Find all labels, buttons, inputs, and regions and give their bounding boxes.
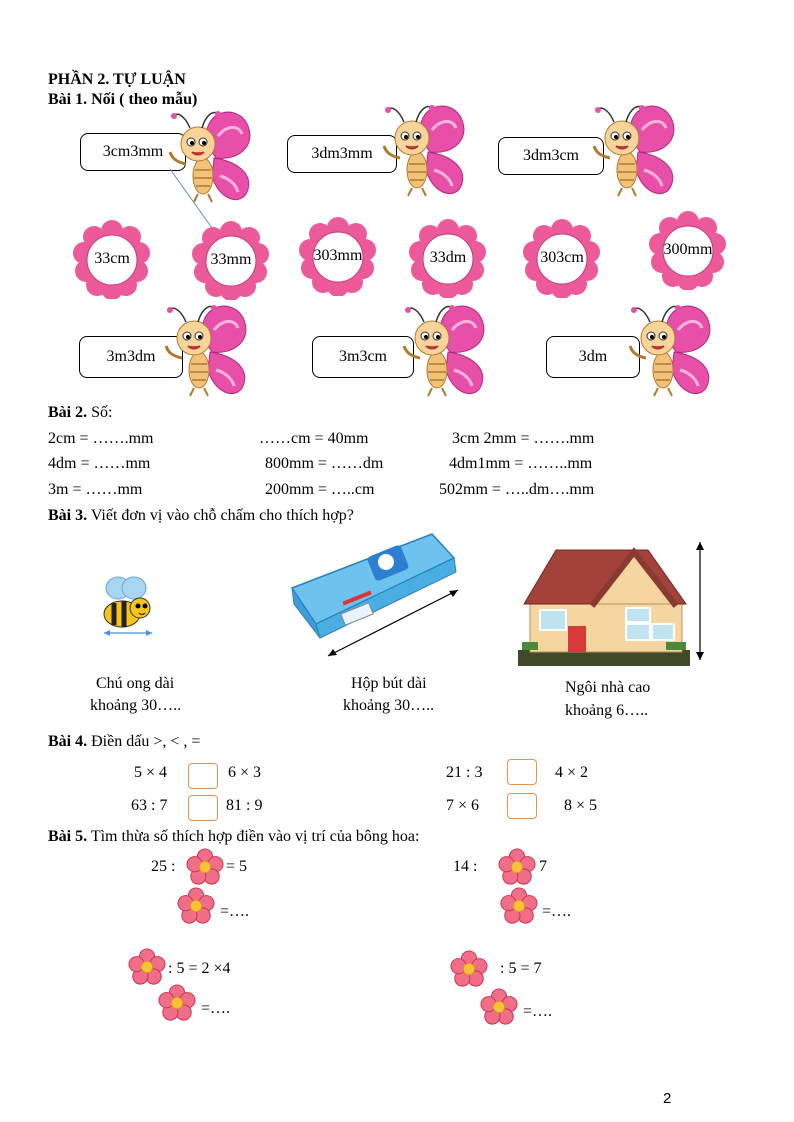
match-box-label: 3dm3cm: [523, 147, 579, 164]
compare-right-expr: 81 : 9: [226, 797, 263, 814]
flower-label: 33cm: [94, 250, 130, 267]
flower-icon[interactable]: [498, 848, 536, 886]
match-box-bottom-3: [546, 336, 640, 378]
flower-icon: [191, 220, 271, 300]
flower-icon[interactable]: [177, 887, 215, 925]
flower-icon: [648, 210, 728, 290]
bai5-expr: : 5 = 2 ×4: [168, 960, 231, 977]
bai2-item: ……cm = 40mm: [259, 430, 369, 447]
bai5-result: =….: [542, 903, 572, 920]
compare-answer-box[interactable]: [188, 763, 218, 789]
bai2-item: 4dm = ……mm: [48, 455, 151, 472]
bai3-title: Bài 3. Viết đơn vị vào chỗ chấm cho thích hợp?: [48, 507, 354, 524]
flower-label: 303mm: [313, 247, 363, 264]
page-number: 2: [663, 1090, 672, 1107]
compare-answer-box[interactable]: [507, 759, 537, 785]
bai3-caption: khoảng 30…..: [90, 697, 182, 714]
flower-icon[interactable]: [500, 887, 538, 925]
bai5-expr: 25 :: [151, 858, 176, 875]
match-box-bottom-2: [312, 336, 414, 378]
bai2-item: 2cm = …….mm: [48, 430, 154, 447]
bai2-item: 800mm = ……dm: [265, 455, 384, 472]
bai4-title: Bài 4. Điền dấu >, < , =: [48, 733, 201, 750]
flower-icon[interactable]: [158, 984, 196, 1022]
compare-right-expr: 4 × 2: [555, 764, 589, 781]
butterfly-icon: [628, 300, 718, 400]
flower-label: 303cm: [540, 249, 584, 266]
flower-icon: [522, 218, 602, 298]
compare-left-expr: 63 : 7: [131, 797, 168, 814]
flower-icon: [408, 218, 488, 298]
bai3-caption: Chú ong dài: [96, 675, 175, 692]
flower-icon[interactable]: [480, 988, 518, 1026]
house-icon: [516, 546, 692, 670]
part-title: PHẦN 2. TỰ LUẬN: [48, 71, 186, 88]
compare-left-expr: 21 : 3: [446, 764, 483, 781]
bai2-item: 200mm = …..cm: [265, 481, 375, 498]
bai1-title: Bài 1. Nối ( theo mẫu): [48, 91, 198, 108]
bai3-caption: khoảng 6…..: [565, 702, 649, 719]
bai5-result: =….: [201, 1000, 231, 1017]
flower-icon: [298, 216, 378, 296]
flower-label: 33dm: [429, 249, 467, 266]
bai5-result: =….: [220, 903, 250, 920]
match-box-label: 3cm3mm: [102, 143, 164, 160]
compare-left-expr: 7 × 6: [446, 797, 480, 814]
compare-answer-box[interactable]: [507, 793, 537, 819]
flower-label: 300mm: [663, 241, 713, 258]
flower-icon[interactable]: [450, 950, 488, 988]
compare-answer-box[interactable]: [188, 795, 218, 821]
match-box-label: 3dm: [578, 348, 608, 365]
match-box-label: 3dm3mm: [311, 145, 373, 162]
flower-icon: [72, 219, 152, 299]
bai2-item: 3cm 2mm = …….mm: [452, 430, 595, 447]
compare-left-expr: 5 × 4: [134, 764, 168, 781]
butterfly-icon: [164, 300, 254, 400]
bai2-item: 502mm = …..dm….mm: [439, 481, 595, 498]
flower-icon[interactable]: [128, 948, 166, 986]
match-box-label: 3m3cm: [339, 348, 387, 365]
bai3-caption: khoảng 30…..: [343, 697, 435, 714]
bai5-expr: : 5 = 7: [500, 960, 542, 977]
flower-icon[interactable]: [186, 848, 224, 886]
butterfly-icon: [402, 300, 492, 400]
bai3-caption: Ngôi nhà cao: [565, 679, 651, 696]
bai5-title: Bài 5. Tìm thừa số thích hợp điền vào vị trí của bông hoa:: [48, 828, 420, 845]
bai2-item: 3m = ……mm: [48, 481, 143, 498]
bai2-title: Bài 2. Số:: [48, 404, 113, 421]
bee-icon: [96, 574, 156, 630]
pencil-case-icon: [282, 528, 462, 643]
bai5-expr: 7: [539, 858, 547, 875]
bai5-result: =….: [523, 1003, 553, 1020]
compare-right-expr: 6 × 3: [228, 764, 262, 781]
compare-right-expr: 8 × 5: [564, 797, 598, 814]
match-box-label: 3m3dm: [106, 348, 156, 365]
bai5-expr: 14 :: [453, 858, 478, 875]
flower-label: 33mm: [210, 251, 252, 268]
bai5-expr: = 5: [226, 858, 248, 875]
bai3-caption: Hộp bút dài: [351, 675, 427, 692]
bai2-item: 4dm1mm = ……..mm: [449, 455, 593, 472]
